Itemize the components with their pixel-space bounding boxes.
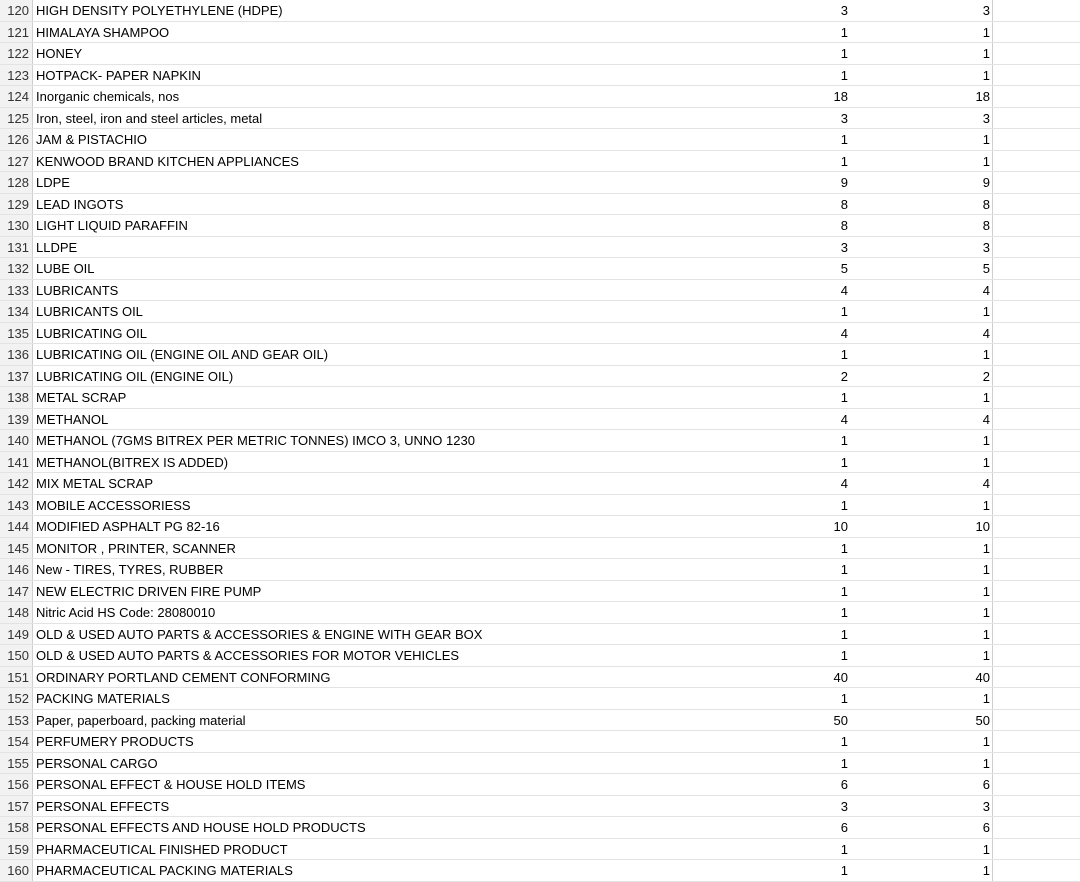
cell-count[interactable]: 3 [840, 3, 848, 18]
cell-item-name[interactable]: METAL SCRAP [36, 390, 127, 405]
sheet-row [0, 753, 1080, 775]
cell-empty[interactable] [996, 516, 1080, 537]
cell-total[interactable]: 1 [900, 688, 993, 709]
cell-item-name[interactable]: PERSONAL EFFECT & HOUSE HOLD ITEMS [36, 777, 306, 792]
cell-empty[interactable] [996, 194, 1080, 215]
cell-total[interactable]: 1 [900, 344, 993, 365]
row-number-header[interactable]: 155 [0, 753, 33, 774]
cell-item-name[interactable]: METHANOL (7GMS BITREX PER METRIC TONNES) IMCO 3, UNNO 1230 [36, 433, 475, 448]
cell-empty[interactable] [996, 323, 1080, 344]
sheet-row [0, 366, 1080, 388]
cell-count[interactable]: 6 [840, 820, 848, 835]
cell-count[interactable]: 1 [840, 540, 848, 556]
cell-empty[interactable] [996, 753, 1080, 774]
cell-total[interactable]: 3 [900, 0, 993, 21]
row-number-header[interactable]: 122 [0, 43, 33, 64]
sheet-row [0, 559, 1080, 581]
cell-item-name[interactable]: Inorganic chemicals, nos [36, 89, 180, 104]
cell-empty[interactable] [996, 452, 1080, 473]
cell-count[interactable]: 1 [840, 497, 848, 513]
row-number-header[interactable]: 137 [0, 366, 33, 387]
cell-item-name[interactable]: OLD & USED AUTO PARTS & ACCESSORIES & ENGINE WITH GEAR BOX [36, 626, 483, 642]
cell-count[interactable]: 4 [840, 325, 848, 341]
cell-item-name[interactable]: LUBRICATING OIL [36, 325, 148, 341]
cell-count[interactable]: 1 [840, 562, 848, 577]
row-number-header[interactable]: 131 [0, 237, 33, 258]
cell-count[interactable]: 4 [840, 476, 848, 491]
cell-total[interactable]: 4 [900, 473, 993, 494]
sheet-row [0, 581, 1080, 603]
cell-total[interactable]: 4 [900, 409, 993, 430]
cell-total[interactable]: 1 [900, 452, 993, 473]
cell-item-name[interactable]: MIX METAL SCRAP [36, 476, 154, 491]
cell-item-name[interactable]: METHANOL(BITREX IS ADDED) [36, 454, 229, 470]
sheet-row [0, 796, 1080, 818]
cell-count[interactable]: 1 [840, 433, 848, 448]
cell-empty[interactable] [996, 667, 1080, 688]
cell-total[interactable]: 3 [900, 796, 993, 817]
cell-count[interactable]: 1 [840, 755, 848, 771]
sheet-row [0, 344, 1080, 366]
row-number-header[interactable]: 149 [0, 624, 33, 645]
cell-count[interactable]: 1 [840, 605, 848, 620]
cell-total[interactable]: 10 [900, 516, 993, 537]
cell-total[interactable]: 1 [900, 301, 993, 322]
cell-total[interactable]: 1 [900, 495, 993, 516]
cell-total[interactable]: 1 [900, 129, 993, 150]
cell-count[interactable]: 10 [833, 519, 848, 534]
sheet-row [0, 667, 1080, 689]
cell-count[interactable]: 4 [840, 411, 848, 427]
row-number-header[interactable]: 142 [0, 473, 33, 494]
row-number-header[interactable]: 127 [0, 151, 33, 172]
cell-item-name[interactable]: LLDPE [36, 239, 78, 255]
cell-total[interactable]: 3 [900, 237, 993, 258]
sheet-row [0, 280, 1080, 302]
row-number-header[interactable]: 139 [0, 409, 33, 430]
row-number-header[interactable]: 151 [0, 667, 33, 688]
cell-total[interactable]: 1 [900, 624, 993, 645]
cell-count[interactable]: 1 [840, 583, 848, 599]
cell-empty[interactable] [996, 366, 1080, 387]
sheet-row [0, 65, 1080, 87]
cell-empty[interactable] [996, 65, 1080, 86]
cell-item-name[interactable]: Iron, steel, iron and steel articles, metal [36, 110, 263, 126]
cell-count[interactable]: 3 [840, 239, 848, 255]
row-number-header[interactable]: 123 [0, 65, 33, 86]
cell-total[interactable]: 1 [900, 65, 993, 86]
cell-empty[interactable] [996, 86, 1080, 107]
row-number-header[interactable]: 126 [0, 129, 33, 150]
cell-total[interactable]: 40 [900, 667, 993, 688]
cell-count[interactable]: 9 [840, 175, 848, 190]
row-number-header[interactable]: 132 [0, 258, 33, 279]
sheet-row [0, 323, 1080, 345]
cell-total[interactable]: 1 [900, 602, 993, 623]
cell-total[interactable]: 5 [900, 258, 993, 279]
sheet-row [0, 387, 1080, 409]
cell-item-name[interactable]: HIMALAYA SHAMPOO [36, 24, 170, 40]
sheet-row [0, 129, 1080, 151]
cell-total[interactable]: 8 [900, 194, 993, 215]
cell-empty[interactable] [996, 688, 1080, 709]
row-number-header[interactable]: 133 [0, 280, 33, 301]
cell-count[interactable]: 5 [840, 261, 848, 276]
sheet-row [0, 495, 1080, 517]
cell-count[interactable]: 8 [840, 196, 848, 212]
row-number-header[interactable]: 130 [0, 215, 33, 236]
sheet-row [0, 108, 1080, 130]
row-number-header[interactable]: 147 [0, 581, 33, 602]
row-number-header[interactable]: 134 [0, 301, 33, 322]
cell-empty[interactable] [996, 710, 1080, 731]
row-number-header[interactable]: 156 [0, 774, 33, 795]
cell-empty[interactable] [996, 22, 1080, 43]
row-number-header[interactable]: 144 [0, 516, 33, 537]
cell-empty[interactable] [996, 387, 1080, 408]
cell-total[interactable]: 4 [900, 323, 993, 344]
cell-empty[interactable] [996, 559, 1080, 580]
cell-empty[interactable] [996, 839, 1080, 860]
cell-empty[interactable] [996, 280, 1080, 301]
sheet-row [0, 817, 1080, 839]
cell-empty[interactable] [996, 172, 1080, 193]
cell-item-name[interactable]: Nitric Acid HS Code: 28080010 [36, 605, 216, 620]
cell-total[interactable]: 1 [900, 22, 993, 43]
cell-total[interactable]: 50 [900, 710, 993, 731]
cell-empty[interactable] [996, 602, 1080, 623]
cell-item-name[interactable]: PERSONAL EFFECTS [36, 798, 170, 814]
cell-count[interactable]: 2 [840, 368, 848, 384]
sheet-row [0, 258, 1080, 280]
cell-empty[interactable] [996, 796, 1080, 817]
row-number-header[interactable]: 159 [0, 839, 33, 860]
cell-empty[interactable] [996, 344, 1080, 365]
cell-count[interactable]: 1 [840, 626, 848, 642]
cell-count[interactable]: 1 [840, 863, 848, 878]
sheet-row [0, 452, 1080, 474]
sheet-row [0, 151, 1080, 173]
cell-item-name[interactable]: HIGH DENSITY POLYETHYLENE (HDPE) [36, 3, 283, 18]
cell-empty[interactable] [996, 215, 1080, 236]
cell-total[interactable]: 1 [900, 538, 993, 559]
cell-count[interactable]: 1 [840, 841, 848, 857]
cell-empty[interactable] [996, 409, 1080, 430]
cell-empty[interactable] [996, 151, 1080, 172]
cell-empty[interactable] [996, 43, 1080, 64]
cell-item-name[interactable]: PHARMACEUTICAL PACKING MATERIALS [36, 863, 293, 878]
cell-item-name[interactable]: New - TIRES, TYRES, RUBBER [36, 562, 224, 577]
row-number-header[interactable]: 152 [0, 688, 33, 709]
cell-item-name[interactable]: HOTPACK- PAPER NAPKIN [36, 67, 201, 83]
row-number-header[interactable]: 145 [0, 538, 33, 559]
cell-total[interactable]: 1 [900, 731, 993, 752]
cell-item-name[interactable]: LUBRICATING OIL (ENGINE OIL) [36, 368, 234, 384]
row-number-header[interactable]: 138 [0, 387, 33, 408]
sheet-row [0, 860, 1080, 882]
cell-empty[interactable] [996, 774, 1080, 795]
cell-total[interactable]: 18 [900, 86, 993, 107]
cell-empty[interactable] [996, 0, 1080, 21]
cell-total[interactable]: 3 [900, 108, 993, 129]
cell-count[interactable]: 6 [840, 777, 848, 792]
cell-count[interactable]: 1 [840, 304, 848, 319]
cell-count[interactable]: 1 [840, 734, 848, 749]
cell-total[interactable]: 8 [900, 215, 993, 236]
cell-item-name[interactable]: LUBRICATING OIL (ENGINE OIL AND GEAR OIL) [36, 347, 329, 362]
sheet-row [0, 710, 1080, 732]
cell-empty[interactable] [996, 538, 1080, 559]
sheet-row [0, 215, 1080, 237]
cell-empty[interactable] [996, 860, 1080, 881]
cell-count[interactable]: 3 [840, 110, 848, 126]
row-number-header[interactable]: 154 [0, 731, 33, 752]
cell-empty[interactable] [996, 129, 1080, 150]
sheet-row [0, 172, 1080, 194]
cell-count[interactable]: 8 [840, 218, 848, 233]
cell-count[interactable]: 18 [833, 89, 848, 104]
cell-count[interactable]: 1 [840, 153, 848, 169]
sheet-row [0, 194, 1080, 216]
row-number-header[interactable]: 157 [0, 796, 33, 817]
cell-empty[interactable] [996, 301, 1080, 322]
cell-item-name[interactable]: JAM & PISTACHIO [36, 132, 147, 147]
cell-count[interactable]: 1 [840, 132, 848, 147]
cell-item-name[interactable]: HONEY [36, 46, 83, 61]
sheet-row [0, 624, 1080, 646]
sheet-row [0, 645, 1080, 667]
row-number-header[interactable]: 160 [0, 860, 33, 881]
row-number-header[interactable]: 158 [0, 817, 33, 838]
row-number-header[interactable]: 141 [0, 452, 33, 473]
cell-total[interactable]: 1 [900, 559, 993, 580]
row-number-header[interactable]: 128 [0, 172, 33, 193]
cell-total[interactable]: 1 [900, 430, 993, 451]
row-number-header[interactable]: 136 [0, 344, 33, 365]
sheet-row [0, 430, 1080, 452]
cell-total[interactable]: 2 [900, 366, 993, 387]
cell-empty[interactable] [996, 495, 1080, 516]
row-number-header[interactable]: 146 [0, 559, 33, 580]
cell-count[interactable]: 1 [840, 24, 848, 40]
cell-count[interactable]: 1 [840, 46, 848, 61]
cell-total[interactable]: 1 [900, 581, 993, 602]
sheet-row [0, 688, 1080, 710]
cell-item-name[interactable]: PHARMACEUTICAL FINISHED PRODUCT [36, 841, 288, 857]
row-number-header[interactable]: 135 [0, 323, 33, 344]
cell-item-name[interactable]: KENWOOD BRAND KITCHEN APPLIANCES [36, 153, 299, 169]
sheet-row [0, 43, 1080, 65]
sheet-row [0, 409, 1080, 431]
sheet-row [0, 86, 1080, 108]
cell-empty[interactable] [996, 731, 1080, 752]
cell-count[interactable]: 1 [840, 67, 848, 83]
sheet-row [0, 0, 1080, 22]
cell-count[interactable]: 1 [840, 390, 848, 405]
cell-total[interactable]: 4 [900, 280, 993, 301]
cell-item-name[interactable]: MONITOR , PRINTER, SCANNER [36, 540, 236, 556]
cell-item-name[interactable]: PERSONAL EFFECTS AND HOUSE HOLD PRODUCTS [36, 820, 366, 835]
row-number-header[interactable]: 129 [0, 194, 33, 215]
cell-total[interactable]: 9 [900, 172, 993, 193]
cell-item-name[interactable]: OLD & USED AUTO PARTS & ACCESSORIES FOR MOTOR VEHICLES [36, 648, 460, 663]
cell-empty[interactable] [996, 817, 1080, 838]
cell-item-name[interactable]: MODIFIED ASPHALT PG 82-16 [36, 519, 220, 534]
cell-count[interactable]: 3 [840, 798, 848, 814]
cell-item-name[interactable]: ORDINARY PORTLAND CEMENT CONFORMING [36, 669, 331, 685]
cell-count[interactable]: 1 [840, 454, 848, 470]
cell-item-name[interactable]: MOBILE ACCESSORIESS [36, 497, 191, 513]
cell-empty[interactable] [996, 237, 1080, 258]
cell-count[interactable]: 1 [840, 347, 848, 362]
row-number-header[interactable]: 121 [0, 22, 33, 43]
sheet-row [0, 731, 1080, 753]
cell-total[interactable]: 1 [900, 151, 993, 172]
sheet-row [0, 538, 1080, 560]
cell-count[interactable]: 40 [833, 669, 848, 685]
cell-total[interactable]: 1 [900, 839, 993, 860]
row-number-header[interactable]: 140 [0, 430, 33, 451]
cell-total[interactable]: 1 [900, 387, 993, 408]
cell-total[interactable]: 1 [900, 753, 993, 774]
cell-count[interactable]: 4 [840, 282, 848, 298]
cell-total[interactable]: 1 [900, 860, 993, 881]
row-number-header[interactable]: 148 [0, 602, 33, 623]
cell-item-name[interactable]: Paper, paperboard, packing material [36, 712, 246, 728]
cell-empty[interactable] [996, 624, 1080, 645]
cell-item-name[interactable]: LUBE OIL [36, 261, 95, 276]
cell-item-name[interactable]: PERSONAL CARGO [36, 755, 158, 771]
cell-item-name[interactable]: LDPE [36, 175, 70, 190]
sheet-row [0, 774, 1080, 796]
row-number-header[interactable]: 153 [0, 710, 33, 731]
cell-total[interactable]: 1 [900, 645, 993, 666]
cell-empty[interactable] [996, 645, 1080, 666]
cell-item-name[interactable]: METHANOL [36, 411, 109, 427]
cell-item-name[interactable]: LUBRICANTS OIL [36, 304, 143, 319]
cell-item-name[interactable]: PACKING MATERIALS [36, 691, 170, 706]
sheet-row [0, 602, 1080, 624]
cell-item-name[interactable]: PERFUMERY PRODUCTS [36, 734, 194, 749]
cell-item-name[interactable]: LIGHT LIQUID PARAFFIN [36, 218, 188, 233]
cell-total[interactable]: 6 [900, 774, 993, 795]
sheet-row [0, 237, 1080, 259]
cell-total[interactable]: 1 [900, 43, 993, 64]
cell-count[interactable]: 1 [840, 648, 848, 663]
cell-item-name[interactable]: LUBRICANTS [36, 282, 119, 298]
row-number-header[interactable]: 120 [0, 0, 33, 21]
cell-item-name[interactable]: LEAD INGOTS [36, 196, 124, 212]
cell-count[interactable]: 50 [833, 712, 848, 728]
cell-item-name[interactable]: NEW ELECTRIC DRIVEN FIRE PUMP [36, 583, 262, 599]
row-number-header[interactable]: 124 [0, 86, 33, 107]
sheet-row [0, 839, 1080, 861]
cell-count[interactable]: 1 [840, 691, 848, 706]
row-number-header[interactable]: 150 [0, 645, 33, 666]
sheet-row [0, 473, 1080, 495]
cell-total[interactable]: 6 [900, 817, 993, 838]
cell-empty[interactable] [996, 473, 1080, 494]
row-number-header[interactable]: 125 [0, 108, 33, 129]
sheet-row [0, 22, 1080, 44]
cell-empty[interactable] [996, 108, 1080, 129]
cell-empty[interactable] [996, 258, 1080, 279]
sheet-row [0, 516, 1080, 538]
sheet-row [0, 301, 1080, 323]
cell-empty[interactable] [996, 581, 1080, 602]
cell-empty[interactable] [996, 430, 1080, 451]
row-number-header[interactable]: 143 [0, 495, 33, 516]
